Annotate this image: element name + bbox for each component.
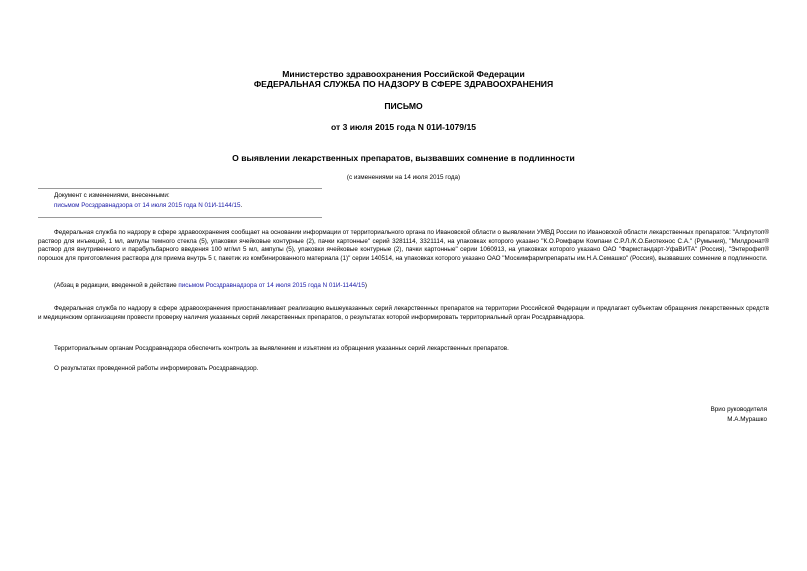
paragraph-1: Федеральная служба по надзору в сфере здравоохранения сообщает на основании информации от территориального органа по Ивановской области о выявлении УМВД России по Ивановской области лекарственных препаратов: "Алфлутоп® раствор для инъекций, 1 мл, ампулы темного стекла (5), упаковки ячейковые контурные (2), пачки картонные" серий 3281114, 3321114, на упаковках которого указано "К.О.Ромфарм Компани С.Р.Л./К.О.Биотехнос С.А." (Румыния), "Милдронат® раствор для внутривенного и парабульбарного введения 100 мг/мл 5 мл, ампулы (5), упаковки ячейковые контурные (2), пачки картонные" серии 1060913, на упаковках которого указано ОАО "Фармстандарт-УфаВИТА" (Россия), "Энтерофеп® порошок для приготовления раствора для приема внутрь 5 г, пакетик из комбинированного материала (1)" серии 140514, на упаковках которого указано ОАО "Москимфармпрепараты им.Н.А.Семашко" (Россия), вызвавших сомнение в подлинности. xyxy=(38,229,769,262)
changes-link[interactable]: письмом Росздравнадзора от 14 июля 2015 года N 01И-1144/15 xyxy=(54,202,241,209)
service-name: ФЕДЕРАЛЬНАЯ СЛУЖБА ПО НАДЗОРУ В СФЕРЕ ЗДРАВООХРАНЕНИЯ xyxy=(253,79,554,89)
changes-bottom-rule xyxy=(38,217,322,218)
amendment-note: (с изменениями на 14 июля 2015 года) xyxy=(346,174,461,181)
changes-top-rule xyxy=(38,188,322,189)
paragraph-3: Территориальным органам Росздравнадзора обеспечить контроль за выявлением и изъятием из обращения указанных серий лекарственных препаратов. xyxy=(54,345,509,352)
changes-line xyxy=(54,202,242,210)
note-suffix: ) xyxy=(364,282,367,289)
changes-link-suffix: . xyxy=(240,202,243,209)
paragraph-1-note xyxy=(54,282,367,290)
note-link[interactable]: письмом Росздравнадзора от 14 июля 2015 года N 01И-1144/15 xyxy=(178,282,365,289)
ministry-name: Министерство здравоохранения Российской Федерации xyxy=(282,69,525,79)
date-number: от 3 июля 2015 года N 01И-1079/15 xyxy=(330,122,477,132)
document-title: О выявлении лекарственных препаратов, вызвавших сомнение в подлинности xyxy=(232,153,575,163)
note-prefix: (Абзац в редакции, введенной в действие xyxy=(54,282,179,289)
paragraph-4: О результатах проведенной работы информировать Росздравнадзор. xyxy=(54,365,259,372)
changes-label: Документ с изменениями, внесенными: xyxy=(54,192,170,199)
paragraph-2: Федеральная служба по надзору в сфере здравоохранения приостанавливает реализацию вышеуказанных серий лекарственных препаратов на территории Российской Федерации и предлагает субъектам обращения лекарственных средств и медицинским организациям провести проверку наличия указанных серий лекарственных препаратов, о результатах которой информировать территориальный орган Росздравнадзора. xyxy=(38,305,769,321)
document-type: ПИСЬМО xyxy=(384,101,423,111)
signature-position: Врио руководителя xyxy=(710,406,767,413)
signature-name: М.А.Мурашко xyxy=(727,416,767,423)
